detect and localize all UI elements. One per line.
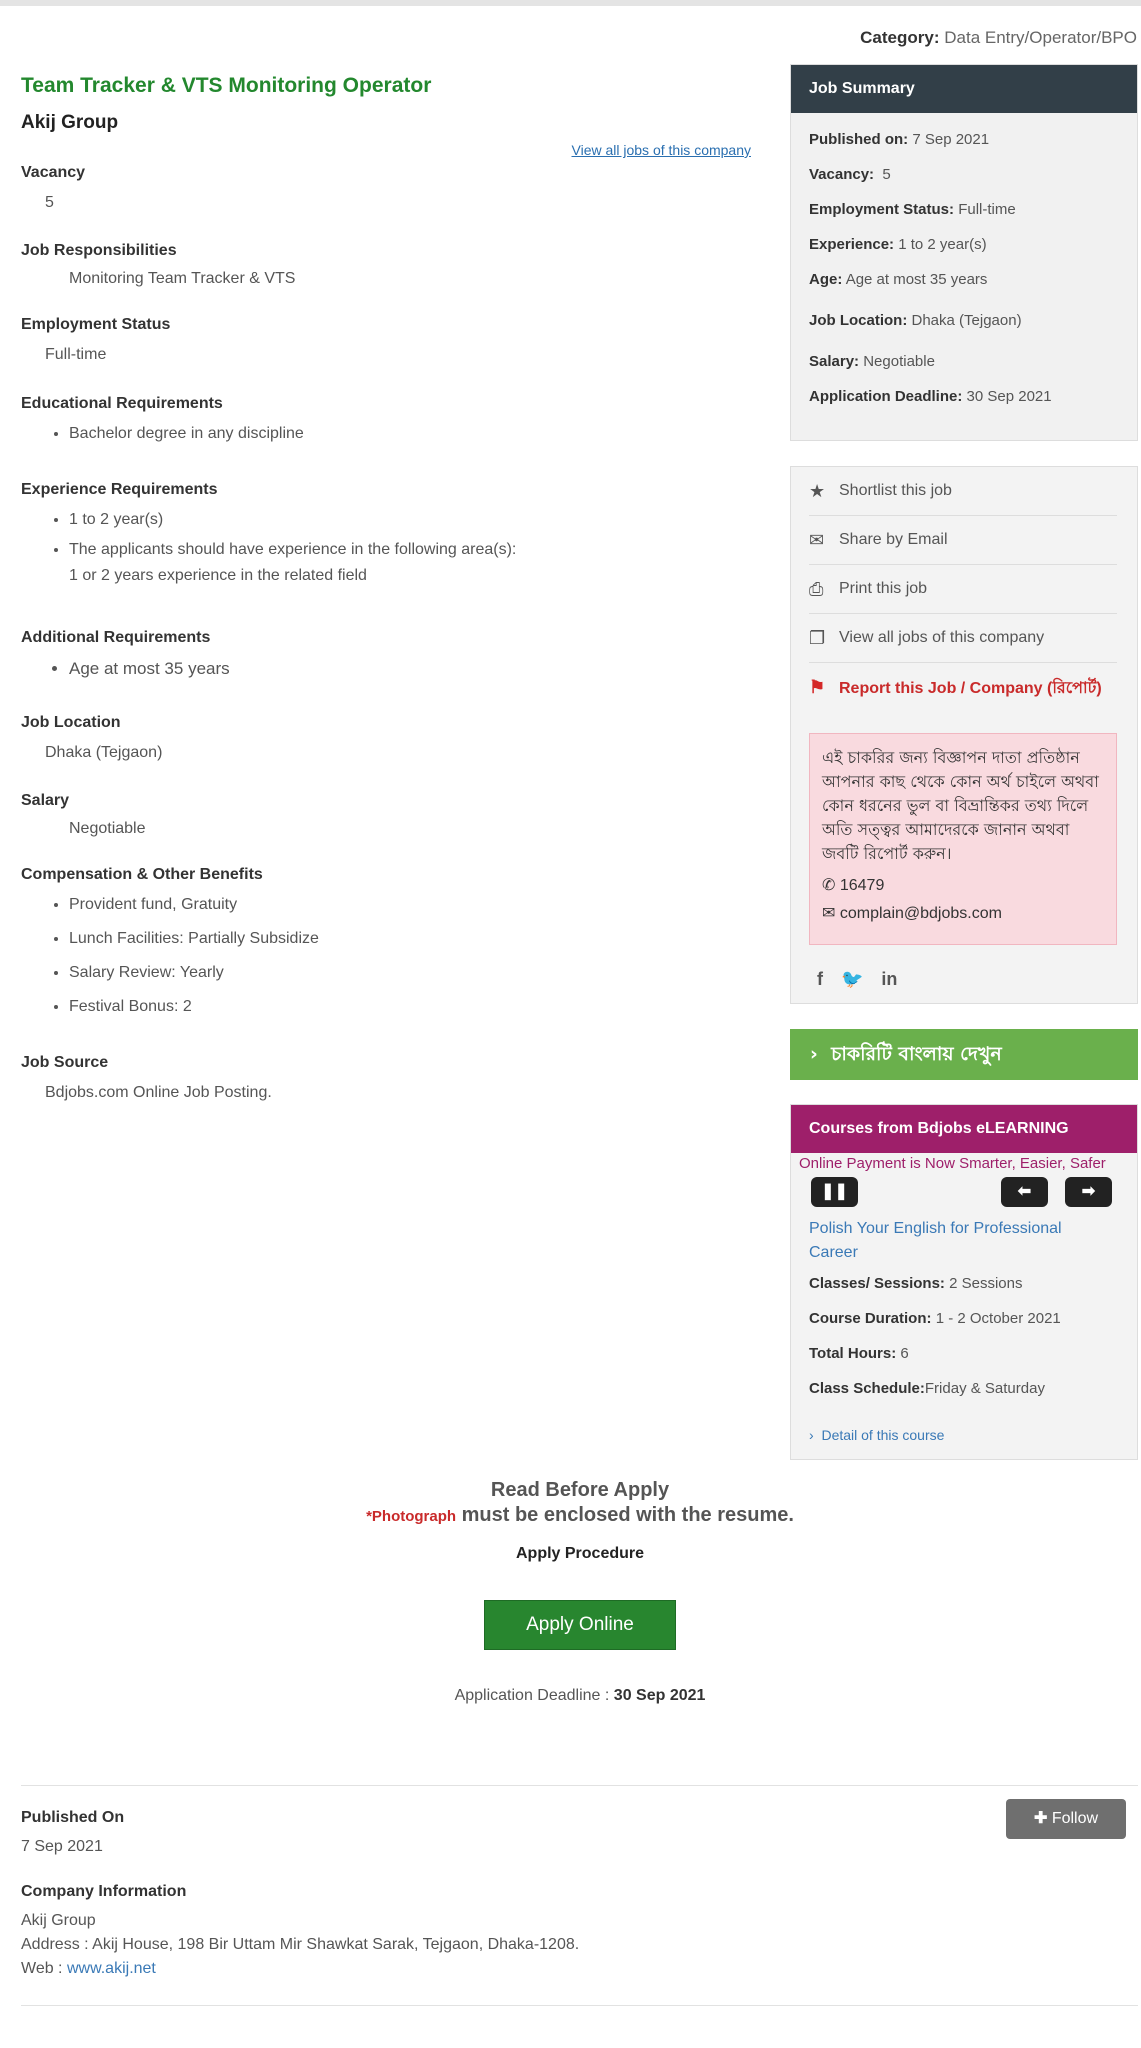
summary-location: Job Location: Dhaka (Tejgaon) bbox=[809, 312, 1022, 329]
company-website-link[interactable]: www.akij.net bbox=[66, 1960, 156, 1977]
job-summary-panel bbox=[790, 64, 1138, 441]
list-item: • Lunch Facilities: Partially Subsidize bbox=[69, 930, 319, 948]
divider bbox=[21, 2005, 1138, 2006]
job-category: Category: Data Entry/Operator/BPO bbox=[860, 28, 1137, 47]
apply-online-button[interactable]: Apply Online bbox=[484, 1600, 676, 1650]
pause-icon: ❚❚ bbox=[821, 1183, 848, 1200]
list-item: • Provident fund, Gratuity bbox=[69, 896, 319, 914]
warning-text: এই চাকরির জন্য বিজ্ঞাপন দাতা প্রতিষ্ঠান আপনার কাছ থেকে কোন অর্থ চাইলে অথবা কোন ধরনের ভুল বা বিভ্রান্তিকর তথ্য দিলে অতি সত্ত্বর আমাদেরকে জানান অথবা জবটি রিপোর্ট করুন। bbox=[822, 748, 1099, 863]
course-detail-link[interactable]: › Detail of this course bbox=[809, 1427, 945, 1443]
published-on-heading: Published On bbox=[21, 1809, 125, 1826]
share-email-button[interactable]: ✉ Share by Email bbox=[809, 516, 1117, 565]
facebook-icon[interactable]: f bbox=[817, 969, 841, 989]
apply-procedure-heading: Apply Procedure bbox=[515, 1545, 645, 1562]
course-duration: Course Duration: 1 - 2 October 2021 bbox=[809, 1310, 1061, 1327]
application-deadline: Application Deadline : 30 Sep 2021 bbox=[454, 1687, 706, 1704]
top-border bbox=[0, 0, 1141, 6]
responsibilities-section: Job Responsibilities Monitoring Team Tracker & VTS bbox=[21, 242, 296, 287]
company-name: Akij Group bbox=[21, 112, 119, 133]
company-web: Web : www.akij.net bbox=[21, 1960, 156, 1977]
job-summary-title: Job Summary bbox=[791, 65, 1137, 113]
arrow-left-icon: ⬅ bbox=[1017, 1183, 1032, 1200]
chevron-right-icon: › bbox=[810, 1043, 818, 1065]
company-info-heading: Company Information bbox=[21, 1883, 187, 1900]
printer-icon: ⎙ bbox=[809, 578, 824, 599]
summary-age: Age: Age at most 35 years bbox=[809, 271, 988, 288]
summary-salary: Salary: Negotiable bbox=[809, 353, 935, 370]
benefits-section: Compensation & Other Benefits • Provident fund, Gratuity • Lunch Facilities: Partially Subsidize • Salary Review: Yearly • Festival Bonus: 2 bbox=[21, 866, 319, 1016]
job-title: Team Tracker & VTS Monitoring Operator bbox=[21, 74, 432, 97]
elearning-courses-panel bbox=[790, 1104, 1138, 1460]
view-in-bangla-button[interactable]: › চাকরিটি বাংলায় দেখুন bbox=[790, 1029, 1138, 1080]
job-actions-panel bbox=[790, 466, 1138, 1004]
chevron-right-icon: › bbox=[809, 1427, 814, 1443]
print-job-button[interactable]: ⎙ Print this job bbox=[809, 565, 1117, 614]
course-title-link[interactable]: Polish Your English for Professional Career bbox=[809, 1220, 1062, 1261]
report-job-link[interactable]: ⚑ Report this Job / Company (রিপোর্ট) bbox=[809, 677, 1102, 697]
list-item: • Salary Review: Yearly bbox=[69, 964, 319, 982]
envelope-icon: ✉ bbox=[809, 529, 825, 550]
copy-icon: ❐ bbox=[809, 627, 826, 648]
additional-requirements-section: Additional Requirements • Age at most 35 years bbox=[21, 629, 230, 679]
next-button[interactable] bbox=[1065, 1177, 1112, 1207]
fraud-warning-box bbox=[809, 733, 1117, 945]
summary-experience: Experience: 1 to 2 year(s) bbox=[809, 236, 987, 253]
linkedin-icon[interactable]: in bbox=[881, 969, 898, 989]
summary-vacancy: Vacancy: 5 bbox=[809, 166, 891, 183]
courses-title: Courses from Bdjobs eLEARNING bbox=[791, 1105, 1137, 1153]
twitter-icon[interactable]: 🐦 bbox=[841, 969, 882, 989]
flag-icon: ⚑ bbox=[809, 677, 826, 697]
employment-status-section: Employment Status Full-time bbox=[21, 316, 171, 363]
envelope-icon: ✉ bbox=[822, 905, 836, 922]
list-item: • The applicants should have experience in the following area(s): 1 or 2 years experience in the related field bbox=[69, 541, 516, 585]
shortlist-job-button[interactable]: ★ Shortlist this job bbox=[809, 467, 1117, 516]
follow-button[interactable]: ✚ Follow bbox=[1006, 1799, 1126, 1839]
arrow-right-icon: ➡ bbox=[1081, 1183, 1096, 1200]
phone-icon: ✆ bbox=[822, 877, 836, 894]
published-on-value: 7 Sep 2021 bbox=[21, 1838, 103, 1855]
list-item: • Age at most 35 years bbox=[69, 659, 230, 679]
vacancy-section: Vacancy 5 bbox=[21, 164, 86, 211]
course-hours: Total Hours: 6 bbox=[809, 1345, 909, 1362]
list-item: • 1 to 2 year(s) bbox=[69, 511, 516, 529]
experience-section: Experience Requirements • 1 to 2 year(s) • The applicants should have experience in the following area(s): 1 or 2 years experience in the related field bbox=[21, 481, 516, 585]
summary-published: Published on: 7 Sep 2021 bbox=[809, 131, 990, 148]
plus-icon: ✚ bbox=[1033, 1810, 1048, 1827]
summary-employment-status: Employment Status: Full-time bbox=[809, 201, 1016, 218]
course-schedule: Class Schedule:Friday & Saturday bbox=[809, 1380, 1045, 1397]
company-info-name: Akij Group bbox=[21, 1912, 96, 1929]
social-share bbox=[817, 969, 897, 990]
payment-marquee: Online Payment is Now Smarter, Easier, Safer bbox=[799, 1155, 1106, 1172]
company-address: Address : Akij House, 198 Bir Uttam Mir Shawkat Sarak, Tejgaon, Dhaka-1208. bbox=[21, 1936, 580, 1953]
job-details bbox=[21, 74, 751, 1101]
view-all-jobs-link[interactable]: View all jobs of this company bbox=[571, 142, 751, 158]
education-section: Educational Requirements • Bachelor degree in any discipline bbox=[21, 395, 304, 443]
read-before-apply-heading: Read Before Apply bbox=[490, 1479, 670, 1501]
list-item: • Bachelor degree in any discipline bbox=[69, 425, 304, 443]
star-icon: ★ bbox=[809, 480, 826, 501]
photograph-note: *Photograph must be enclosed with the resume. bbox=[366, 1504, 794, 1526]
job-location-section: Job Location Dhaka (Tejgaon) bbox=[21, 714, 163, 761]
view-all-jobs-button[interactable]: ❐ View all jobs of this company bbox=[809, 614, 1117, 663]
list-item: • Festival Bonus: 2 bbox=[69, 998, 319, 1016]
summary-deadline: Application Deadline: 30 Sep 2021 bbox=[809, 388, 1052, 405]
complain-phone: ✆ 16479 bbox=[822, 877, 885, 894]
salary-section: Salary Negotiable bbox=[21, 792, 146, 837]
course-sessions: Classes/ Sessions: 2 Sessions bbox=[809, 1275, 1023, 1292]
job-source-section: Job Source Bdjobs.com Online Job Posting. bbox=[21, 1054, 272, 1101]
pause-button[interactable] bbox=[811, 1177, 858, 1207]
complain-email[interactable]: ✉ complain@bdjobs.com bbox=[822, 905, 1002, 922]
prev-button[interactable] bbox=[1001, 1177, 1048, 1207]
divider bbox=[21, 1785, 1138, 1786]
